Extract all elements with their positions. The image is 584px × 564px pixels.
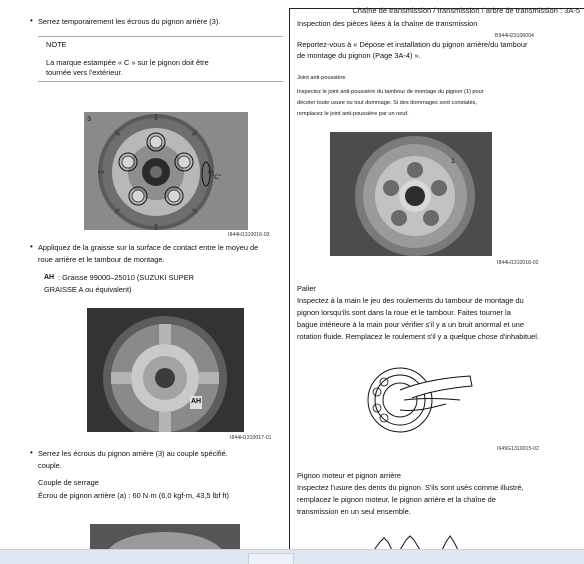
bullet: • [30,16,33,25]
note-line1: La marque estampée « C » sur le pignon doit être [46,58,209,67]
figure-code: I649G1310015-02 [497,446,539,452]
sub3-line2: remplacez le pignon moteur, le pignon arrière et la chaîne de [297,495,496,504]
sub2-line4: rotation fluide. Remplacez le roulement s'il y a quelque chose d'inhabituel. [297,332,539,341]
callout-c: "C" [212,174,222,181]
torque-value: Écrou de pignon arrière (a) : 60 N·m (6,0 kgf-m, 43,5 lbf ft) [38,491,230,500]
header-rule [290,6,584,15]
sub3-title: Pignon moteur et pignon arrière [297,471,401,480]
viewer-bottom-bar [0,549,584,564]
dust-seal-photo [330,132,492,256]
section1-line2: de montage du pignon (Page 3A-4) ». [297,51,421,60]
torque-title: Couple de serrage [38,478,99,487]
callout-1: 1 [451,158,455,165]
sub1-title: Joint anti-poussière [297,75,346,81]
step2-line1: Appliquez de la graisse sur la surface de contact entre le moyeu de [38,243,259,252]
section1-code: B944H23106004 [495,33,534,39]
sub1-line2: déceler toute usure ou tout dommage. Si des dommages sont constatés, [297,100,478,106]
figure-code: I844H1310018-02 [497,260,539,266]
sub2-line3: bague intérieure à la main pour vérifier s'il y a un bruit anormal et une [297,320,524,329]
figure-code: I844H1310017-01 [230,435,272,441]
bullet: • [30,448,33,457]
sub1-line1: Inspectez le joint anti-poussière du tambour de montage du pignon (1) pour [297,89,484,95]
sub2-line2: pignon lorsqu'ils sont dans la roue et le tambour. Faites tourner la [297,308,511,317]
step2-line2: roue arrière et le tambour de montage. [38,255,165,264]
step3-line2: couple. [38,461,62,470]
sub3-line3: transmission en un seul ensemble. [297,507,411,516]
running-header: Chaîne de transmission / transmission / arbre de transmission : 3A-5 [352,6,580,15]
grease-callout: AH [190,396,202,409]
step3-line1: Serrez les écrous du pignon arrière (3) au couple spécifié. [38,449,228,458]
column-divider [289,8,290,550]
section1-line1: Reportez-vous à « Dépose et installation du pignon arrière/du tambour [297,40,528,49]
page-tab[interactable] [248,553,294,564]
sub3-line1: Inspectez l'usure des dents du pignon. S'ils sont usés comme illustré, [297,483,524,492]
sub2-title: Palier [297,284,316,293]
step1-text: Serrez temporairement les écrous du pignon arrière (3). [38,17,221,26]
grease-line2: GRAISSE A ou équivalent) [44,285,132,294]
bearing-drawing [360,360,480,440]
rear-hub-photo [87,308,244,432]
grease-line1: : Graisse 99000–25010 (SUZUKI SUPER [58,273,194,282]
grease-icon: AH [44,274,55,281]
section1-title: Inspection des pièces liées à la chaîne de transmission [297,19,478,28]
note-line2: tournée vers l'extérieur. [46,68,123,77]
callout-3: 3 [87,116,91,123]
bullet: • [30,242,33,251]
figure-code: I844H1310016-03 [228,232,270,238]
sub1-line3: remplacez le joint anti-poussière par un neuf. [297,111,409,117]
rear-sprocket-photo [84,112,248,230]
sub2-line1: Inspectez à la main le jeu des roulements du tambour de montage du [297,296,524,305]
note-title: NOTE [46,40,67,49]
